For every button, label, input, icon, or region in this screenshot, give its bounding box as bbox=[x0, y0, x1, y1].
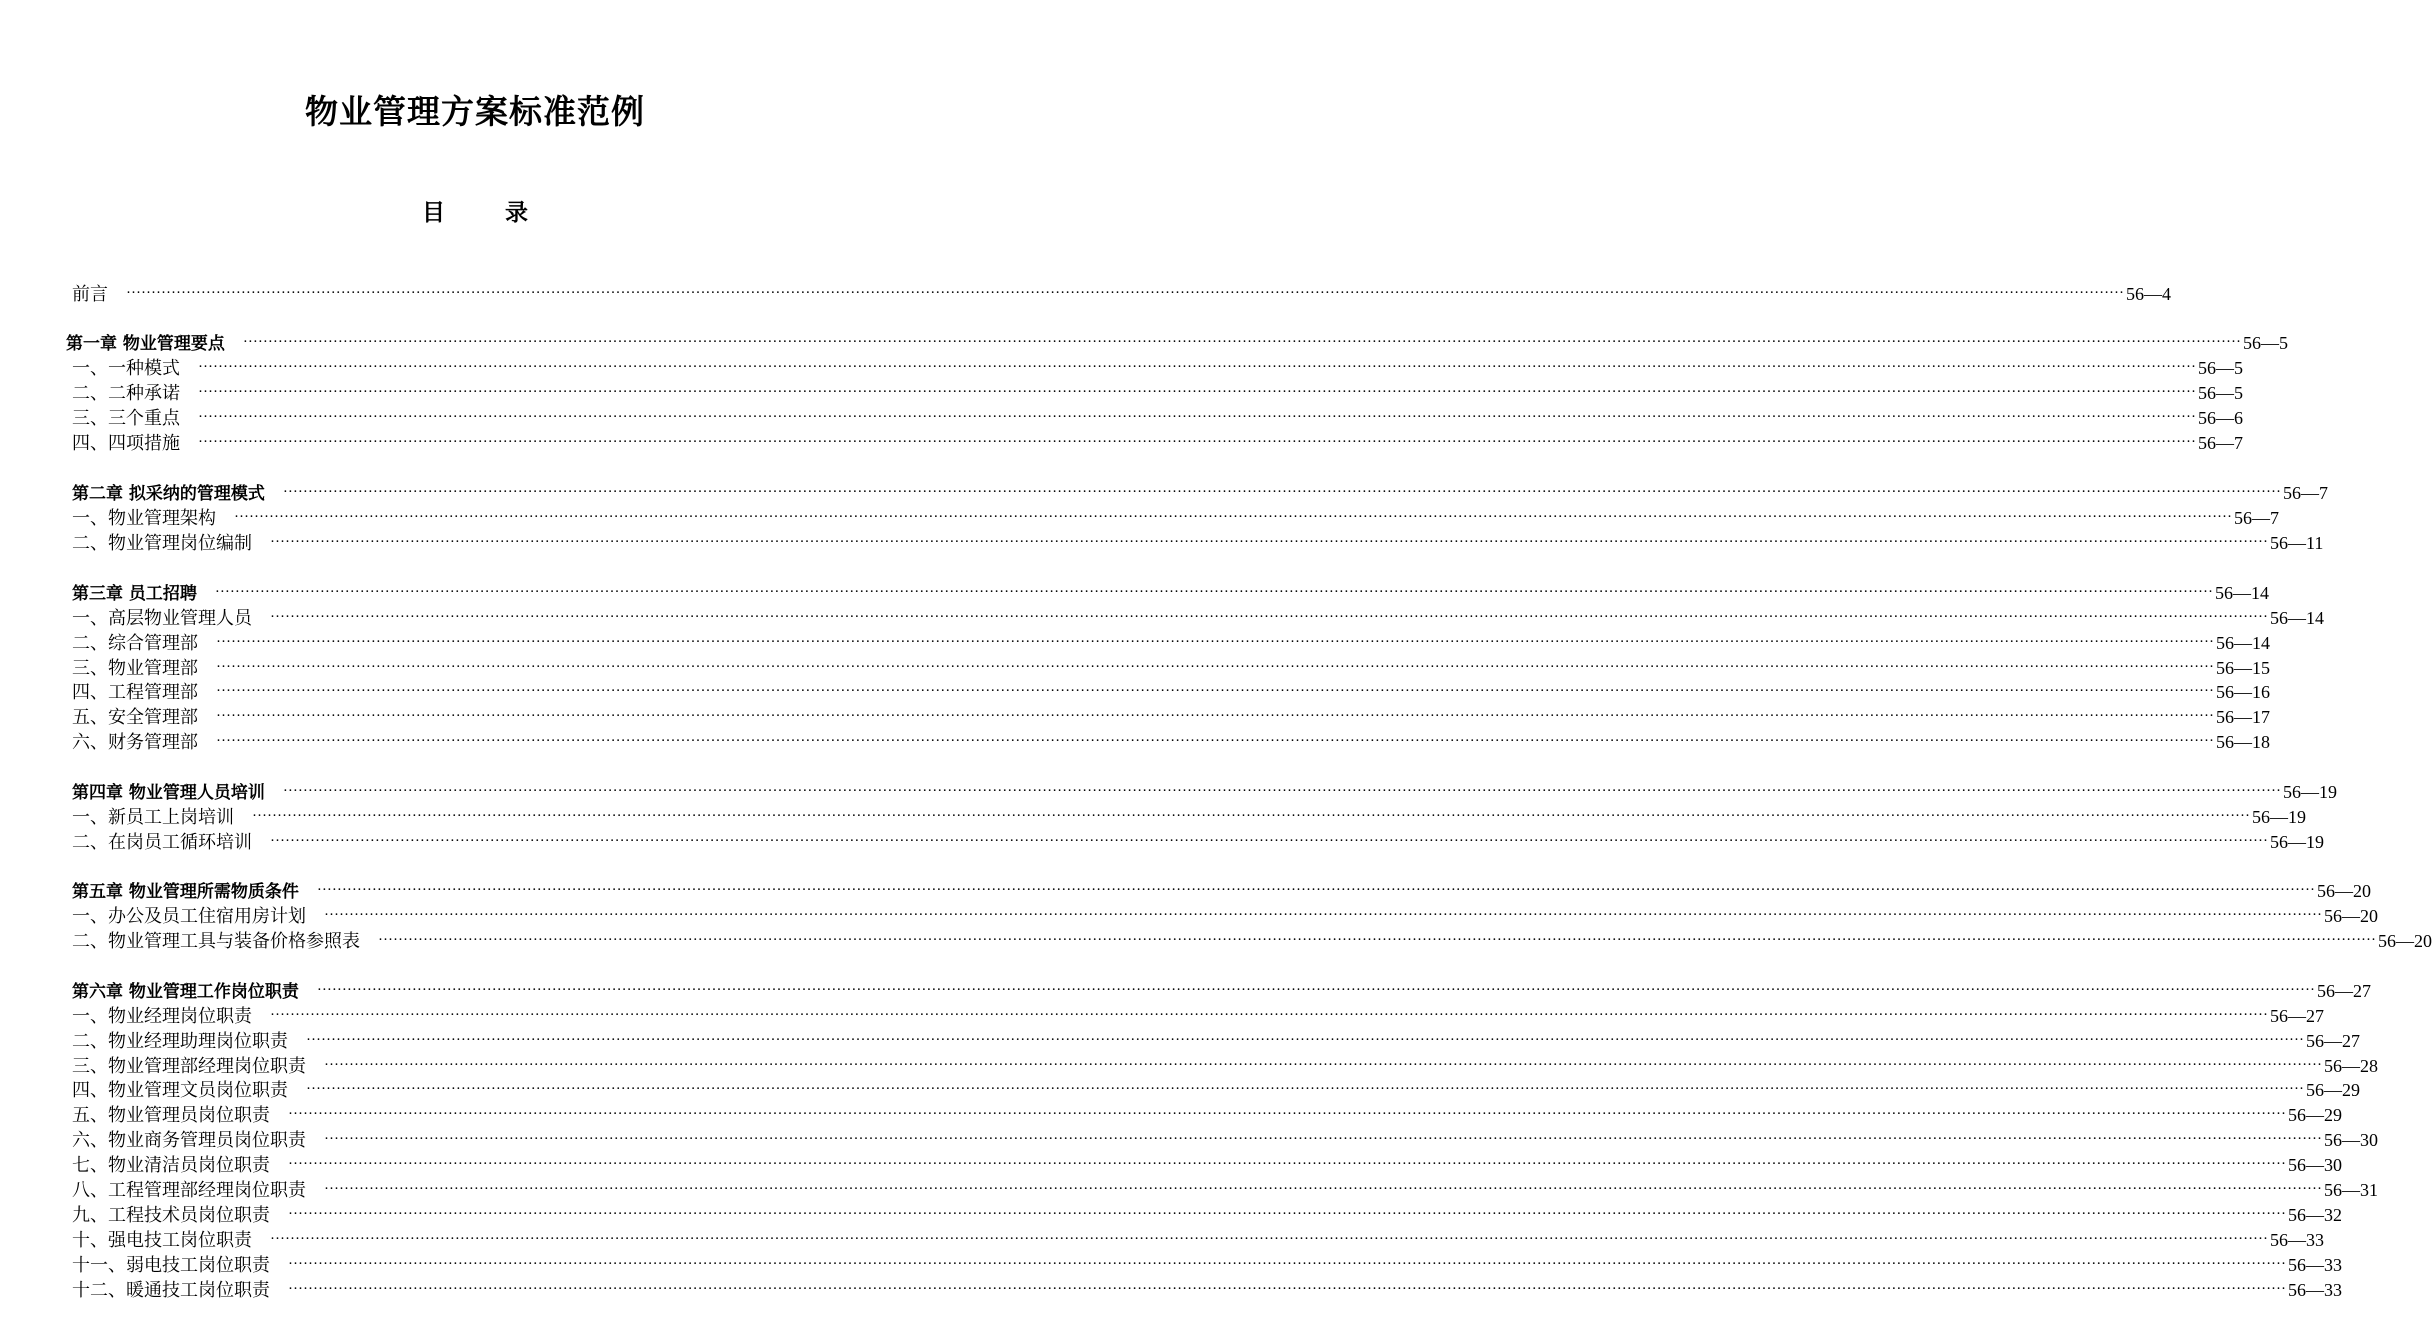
toc-entry-label: 八、工程管理部经理岗位职责 bbox=[72, 1180, 306, 1201]
toc-dot-leader: ················································································································································································································································································································································································································ bbox=[324, 907, 2323, 923]
toc-dot-leader: ················································································································································································································································································································································································································ bbox=[252, 808, 2251, 824]
toc-dot-leader: ················································································································································································································································································································································································································ bbox=[324, 1057, 2323, 1073]
toc-page-number: 56—19 bbox=[2282, 782, 2337, 802]
toc-chapter-row[interactable] bbox=[72, 481, 2328, 505]
toc-dot-leader: ················································································································································································································································································································································································································ bbox=[288, 1206, 2287, 1222]
toc-chapter-row[interactable] bbox=[72, 780, 2337, 804]
toc-page-number: 56—17 bbox=[2216, 707, 2271, 727]
toc-page-number: 56—11 bbox=[2270, 533, 2324, 553]
toc-entry-label: 十二、暖通技工岗位职责 bbox=[72, 1280, 270, 1301]
toc-entry-label: 二、在岗员工循环培训 bbox=[72, 832, 252, 853]
toc-dot-leader: ················································································································································································································································································································································································································ bbox=[270, 1007, 2269, 1023]
toc-entry-label: 二、物业经理助理岗位职责 bbox=[72, 1031, 288, 1052]
toc-entry-row[interactable] bbox=[72, 1228, 2325, 1252]
toc-page-number: 56—14 bbox=[2216, 633, 2271, 653]
toc-chapter-row[interactable] bbox=[72, 581, 2269, 605]
toc-entry-label: 三、物业管理部 bbox=[72, 658, 198, 679]
toc-page-number: 56—5 bbox=[2198, 358, 2244, 378]
toc-dot-leader: ················································································································································································································································································································································································································ bbox=[216, 659, 2215, 675]
toc-entry-row[interactable] bbox=[72, 631, 2271, 655]
toc-dot-leader: ················································································································································································································································································································································································································ bbox=[324, 1181, 2323, 1197]
toc-entry-row[interactable] bbox=[72, 1004, 2325, 1028]
toc-dot-leader: ················································································································································································································································································································································································································ bbox=[198, 384, 2197, 400]
toc-dot-leader: ················································································································································································································································································································································································································ bbox=[234, 509, 2233, 525]
toc-entry-label: 第六章 物业管理工作岗位职责 bbox=[72, 982, 299, 1002]
toc-page-number: 56—5 bbox=[2242, 333, 2288, 353]
toc-dot-leader: ················································································································································································································································································································································································································ bbox=[270, 833, 2269, 849]
toc-entry-row[interactable] bbox=[72, 606, 2325, 630]
toc-entry-label: 六、财务管理部 bbox=[72, 732, 198, 753]
toc-dot-leader: ················································································································································································································································································································································································································ bbox=[214, 584, 2213, 600]
toc-entry-label: 第三章 员工招聘 bbox=[72, 584, 197, 604]
toc-page-number: 56—29 bbox=[2306, 1080, 2361, 1100]
toc-entry-label: 四、四项措施 bbox=[72, 433, 180, 454]
toc-entry-label: 十、强电技工岗位职责 bbox=[72, 1230, 252, 1251]
toc-entry-row[interactable] bbox=[72, 1278, 2343, 1302]
toc-dot-leader: ················································································································································································································································································································································································································ bbox=[306, 1081, 2305, 1097]
toc-page-number: 56—19 bbox=[2252, 807, 2307, 827]
toc-entry-label: 一、办公及员工住宿用房计划 bbox=[72, 906, 306, 927]
toc-page-number: 56—30 bbox=[2288, 1155, 2343, 1175]
toc-dot-leader: ················································································································································································································································································································································································································ bbox=[282, 783, 2281, 799]
toc-entry-label: 九、工程技术员岗位职责 bbox=[72, 1205, 270, 1226]
toc-dot-leader: ················································································································································································································································································································································································································ bbox=[270, 609, 2269, 625]
toc-entry-label: 四、工程管理部 bbox=[72, 682, 198, 703]
toc-dot-leader: ················································································································································································································································································································································································································ bbox=[324, 1131, 2323, 1147]
toc-entry-label: 十一、弱电技工岗位职责 bbox=[72, 1255, 270, 1276]
toc-page-number: 56—20 bbox=[2316, 881, 2371, 901]
document-title: 物业管理方案标准范例 bbox=[305, 92, 645, 131]
toc-entry-row[interactable] bbox=[72, 656, 2271, 680]
toc-page-number: 56—6 bbox=[2198, 408, 2244, 428]
toc-page-number: 56—30 bbox=[2324, 1130, 2379, 1150]
toc-page-number: 56—7 bbox=[2234, 508, 2280, 528]
toc-page-number: 56—33 bbox=[2288, 1255, 2343, 1275]
toc-entry-label: 五、安全管理部 bbox=[72, 707, 198, 728]
toc-page-number: 56—33 bbox=[2270, 1230, 2325, 1250]
toc-dot-leader: ················································································································································································································································································································································································································ bbox=[216, 708, 2215, 724]
toc-page-number: 56—28 bbox=[2324, 1056, 2379, 1076]
toc-entry-row[interactable] bbox=[72, 1103, 2343, 1127]
toc-entry-row[interactable] bbox=[72, 1029, 2361, 1053]
toc-dot-leader: ················································································································································································································································································································································································································ bbox=[288, 1106, 2287, 1122]
toc-page-number: 56—7 bbox=[2282, 483, 2328, 503]
toc-page-number: 56—14 bbox=[2214, 583, 2269, 603]
toc-entry-label: 三、物业管理部经理岗位职责 bbox=[72, 1056, 306, 1077]
toc-entry-label: 二、物业管理岗位编制 bbox=[72, 533, 252, 554]
toc-entry-label: 七、物业清洁员岗位职责 bbox=[72, 1155, 270, 1176]
toc-page-number: 56—29 bbox=[2288, 1105, 2343, 1125]
toc-page-number: 56—20 bbox=[2324, 906, 2379, 926]
toc-entry-row[interactable] bbox=[72, 929, 2432, 953]
toc-entry-label: 一、高层物业管理人员 bbox=[72, 608, 252, 629]
toc-dot-leader: ················································································································································································································································································································································································································ bbox=[378, 932, 2377, 948]
toc-entry-row[interactable] bbox=[72, 904, 2379, 928]
toc-entry-label: 二、物业管理工具与装备价格参照表 bbox=[72, 931, 360, 952]
toc-entry-row[interactable] bbox=[72, 531, 2324, 555]
toc-dot-leader: ················································································································································································································································································································································································································ bbox=[126, 285, 2125, 301]
toc-entry-label: 一、新员工上岗培训 bbox=[72, 807, 234, 828]
toc-entry-row[interactable] bbox=[72, 830, 2325, 854]
toc-page-number: 56—7 bbox=[2198, 433, 2244, 453]
toc-page-number: 56—15 bbox=[2216, 658, 2271, 678]
toc-entry-row[interactable] bbox=[72, 381, 2244, 405]
toc-entry-row[interactable] bbox=[72, 431, 2244, 455]
toc-page-number: 56—19 bbox=[2270, 832, 2325, 852]
toc-dot-leader: ················································································································································································································································································································································································································ bbox=[306, 1032, 2305, 1048]
toc-page-number: 56—5 bbox=[2198, 383, 2244, 403]
toc-dot-leader: ················································································································································································································································································································································································································ bbox=[270, 1231, 2269, 1247]
toc-entry-label: 三、三个重点 bbox=[72, 408, 180, 429]
toc-dot-leader: ················································································································································································································································································································································································································ bbox=[288, 1256, 2287, 1272]
toc-page-number: 56—18 bbox=[2216, 732, 2271, 752]
toc-dot-leader: ················································································································································································································································································································································································································ bbox=[216, 733, 2215, 749]
toc-entry-row[interactable] bbox=[72, 1253, 2343, 1277]
toc-dot-leader: ················································································································································································································································································································································································································ bbox=[198, 434, 2197, 450]
toc-dot-leader: ················································································································································································································································································································································································································ bbox=[270, 534, 2269, 550]
toc-entry-row[interactable] bbox=[72, 506, 2280, 530]
toc-entry-label: 五、物业管理员岗位职责 bbox=[72, 1105, 270, 1126]
toc-dot-leader: ················································································································································································································································································································································································································ bbox=[282, 484, 2281, 500]
toc-page-number: 56—4 bbox=[2126, 284, 2172, 304]
toc-entry-row[interactable] bbox=[72, 1153, 2343, 1177]
toc-entry-row[interactable] bbox=[72, 1078, 2361, 1102]
toc-entry-row[interactable] bbox=[72, 282, 2172, 306]
toc-dot-leader: ················································································································································································································································································································································································································ bbox=[316, 982, 2315, 998]
toc-entry-row[interactable] bbox=[72, 1128, 2379, 1152]
toc-entry-row[interactable] bbox=[72, 1178, 2379, 1202]
toc-page-number: 56—14 bbox=[2270, 608, 2325, 628]
toc-heading-right: 录 bbox=[505, 200, 528, 226]
toc-entry-row[interactable] bbox=[72, 406, 2244, 430]
toc-dot-leader: ················································································································································································································································································································································································································ bbox=[198, 409, 2197, 425]
toc-dot-leader: ················································································································································································································································································································································································································ bbox=[198, 359, 2197, 375]
toc-entry-label: 第五章 物业管理所需物质条件 bbox=[72, 882, 299, 902]
toc-entry-label: 四、物业管理文员岗位职责 bbox=[72, 1080, 288, 1101]
toc-entry-label: 前言 bbox=[72, 284, 108, 305]
toc-dot-leader: ················································································································································································································································································································································································································ bbox=[288, 1281, 2287, 1297]
toc-dot-leader: ················································································································································································································································································································································································································ bbox=[216, 683, 2215, 699]
toc-entry-row[interactable] bbox=[72, 680, 2271, 704]
toc-page-number: 56—27 bbox=[2306, 1031, 2361, 1051]
toc-page-number: 56—32 bbox=[2288, 1205, 2343, 1225]
toc-dot-leader: ················································································································································································································································································································································································································ bbox=[242, 334, 2241, 350]
toc-entry-label: 一、物业经理岗位职责 bbox=[72, 1006, 252, 1027]
toc-entry-label: 一、物业管理架构 bbox=[72, 508, 216, 529]
toc-page-number: 56—20 bbox=[2378, 931, 2432, 951]
toc-page-number: 56—31 bbox=[2324, 1180, 2379, 1200]
toc-entry-label: 二、二种承诺 bbox=[72, 383, 180, 404]
toc-entry-row[interactable] bbox=[72, 1203, 2343, 1227]
toc-entry-label: 第四章 物业管理人员培训 bbox=[72, 783, 265, 803]
toc-dot-leader: ················································································································································································································································································································································································································ bbox=[316, 882, 2315, 898]
toc-page-number: 56—33 bbox=[2288, 1280, 2343, 1300]
toc-entry-label: 二、综合管理部 bbox=[72, 633, 198, 654]
toc-entry-row[interactable] bbox=[72, 356, 2244, 380]
toc-entry-row[interactable] bbox=[72, 730, 2271, 754]
toc-entry-label: 六、物业商务管理员岗位职责 bbox=[72, 1130, 306, 1151]
toc-entry-label: 一、一种模式 bbox=[72, 358, 180, 379]
toc-chapter-row[interactable] bbox=[66, 331, 2288, 355]
toc-dot-leader: ················································································································································································································································································································································································································ bbox=[288, 1156, 2287, 1172]
toc-entry-label: 第一章 物业管理要点 bbox=[66, 334, 225, 354]
toc-page-number: 56—27 bbox=[2270, 1006, 2325, 1026]
toc-chapter-row[interactable] bbox=[72, 979, 2371, 1003]
toc-entry-row[interactable] bbox=[72, 1054, 2379, 1078]
toc-entry-row[interactable] bbox=[72, 705, 2271, 729]
toc-heading-left: 目 bbox=[422, 200, 445, 226]
toc-chapter-row[interactable] bbox=[72, 879, 2371, 903]
toc-entry-label: 第二章 拟采纳的管理模式 bbox=[72, 484, 265, 504]
toc-page-number: 56—16 bbox=[2216, 682, 2271, 702]
toc-dot-leader: ················································································································································································································································································································································································································ bbox=[216, 634, 2215, 650]
toc-entry-row[interactable] bbox=[72, 805, 2307, 829]
toc-page-number: 56—27 bbox=[2316, 981, 2371, 1001]
